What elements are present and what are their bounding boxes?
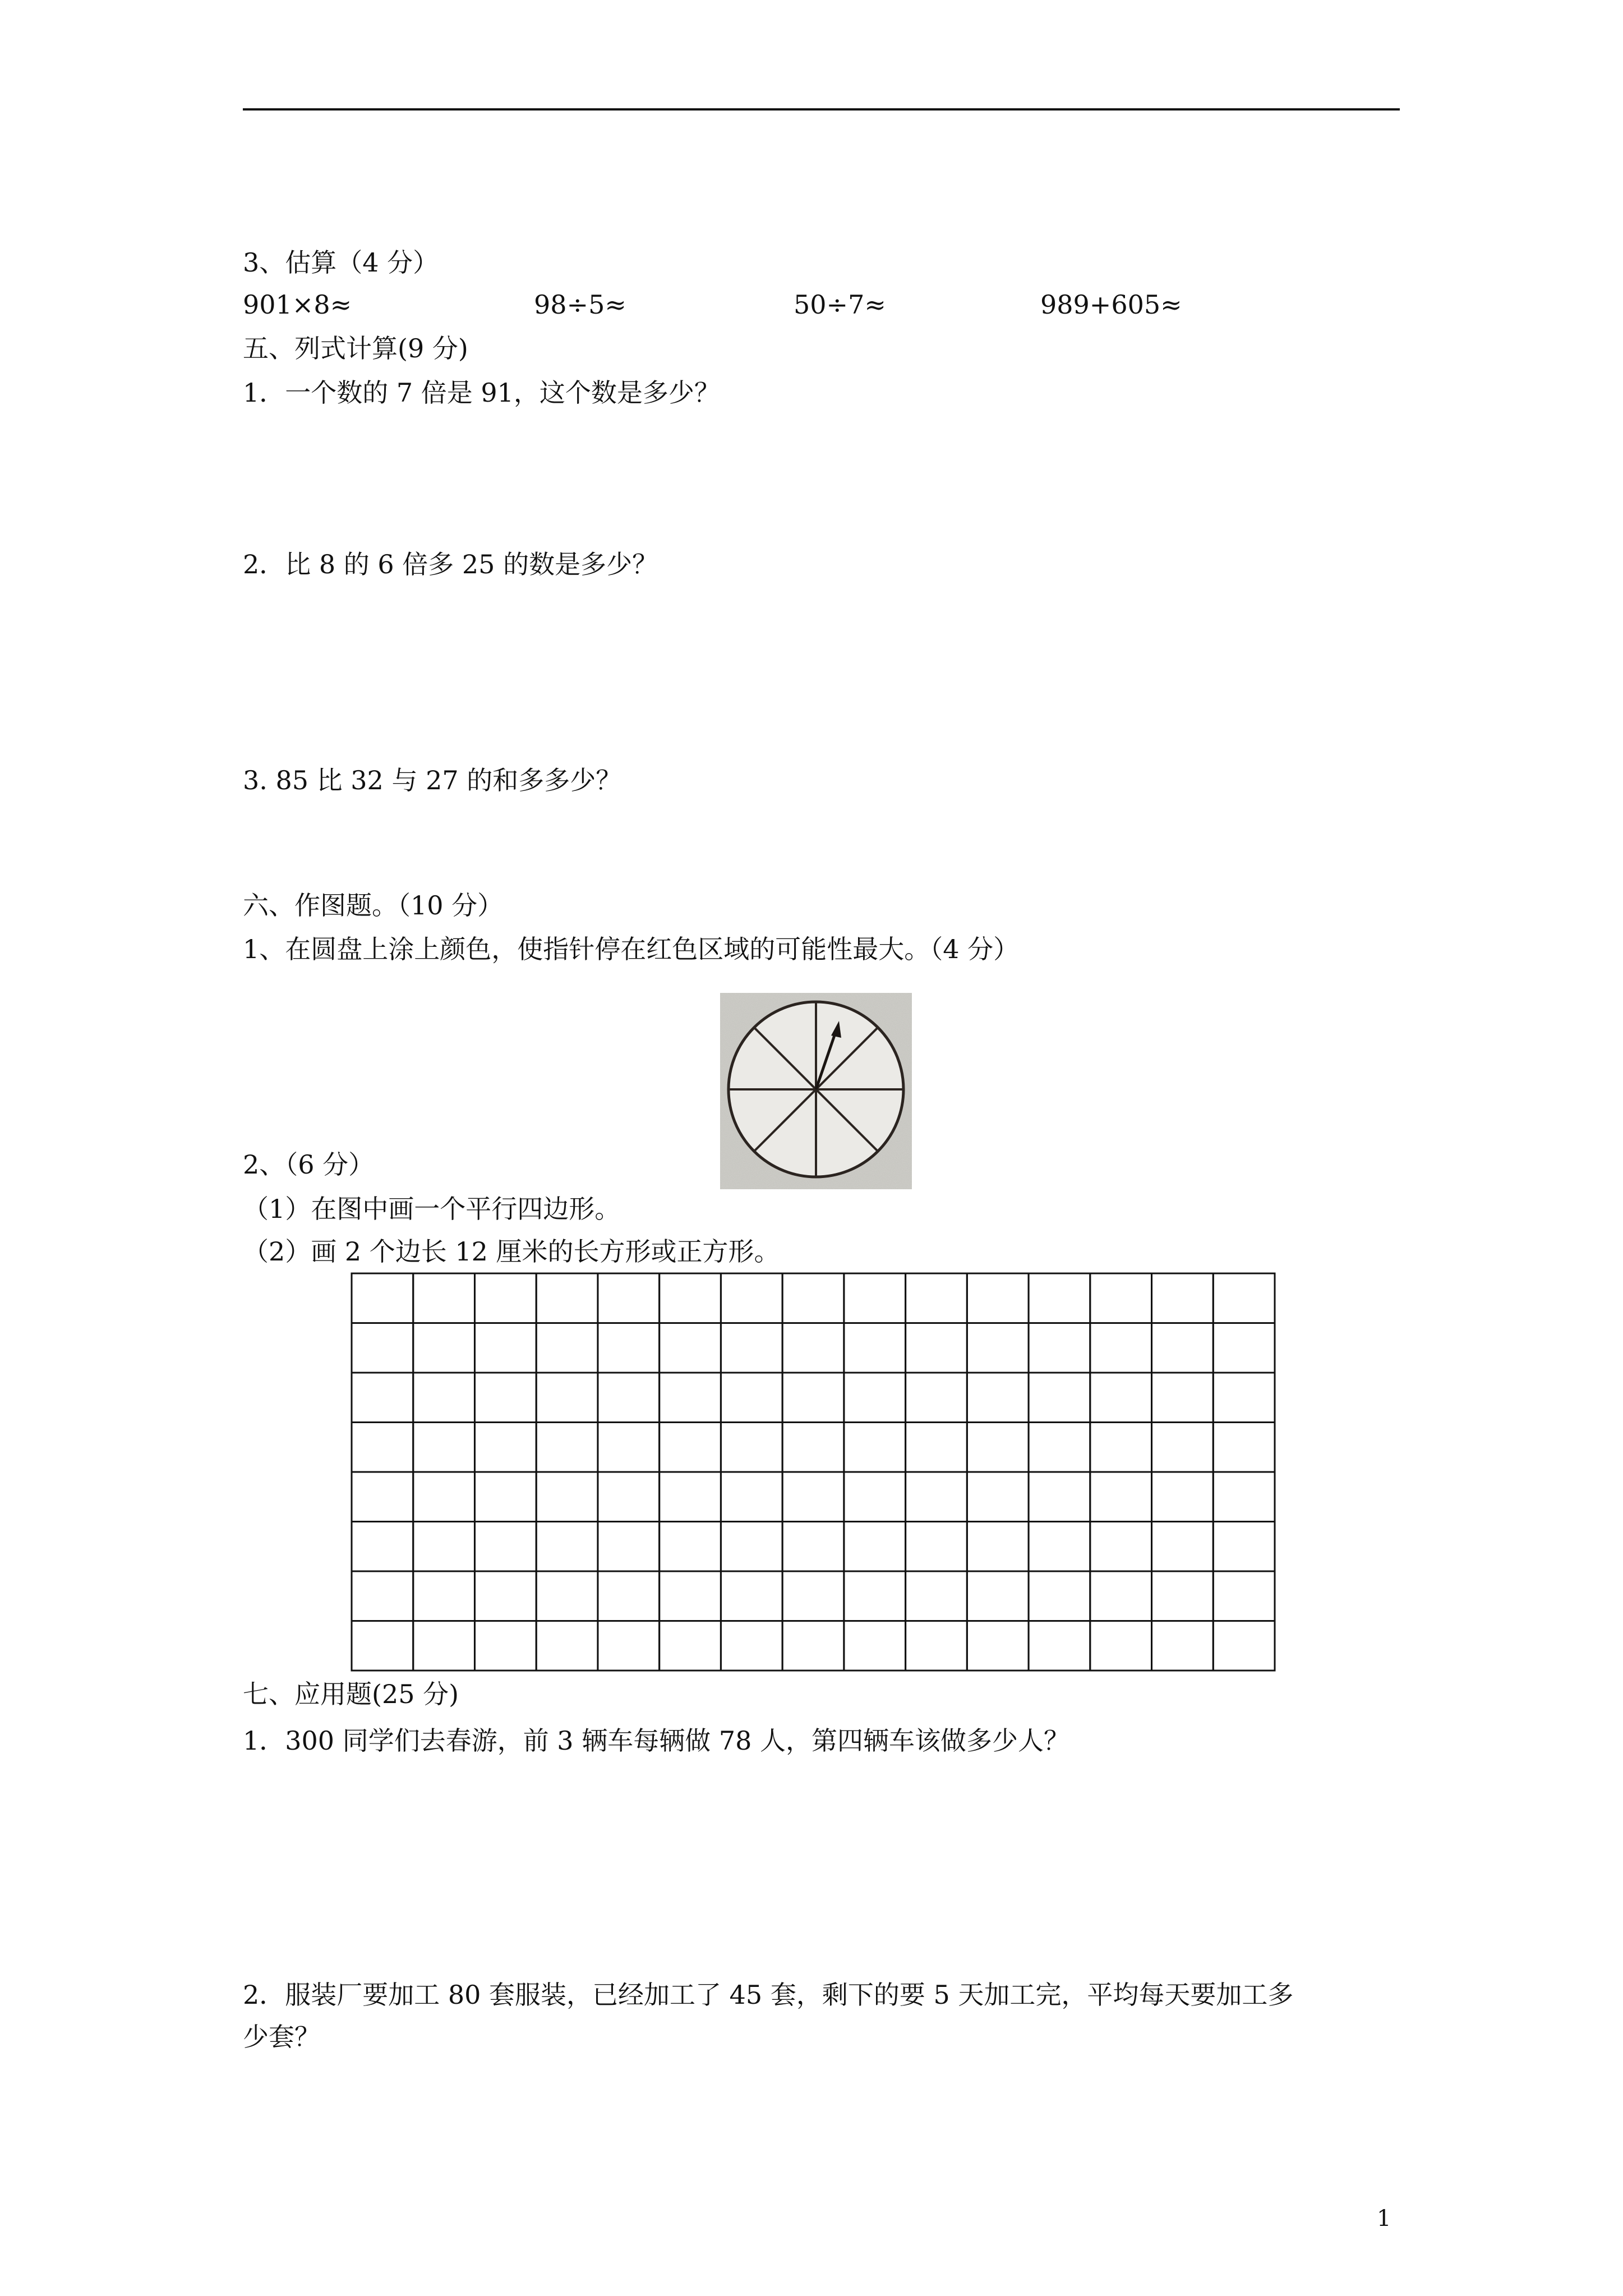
grid-cell[interactable] [782, 1522, 844, 1572]
grid-cell[interactable] [598, 1522, 660, 1572]
grid-cell[interactable] [352, 1571, 413, 1621]
grid-cell[interactable] [906, 1522, 967, 1572]
grid-cell[interactable] [413, 1273, 475, 1323]
grid-cell[interactable] [474, 1472, 536, 1522]
header-rule [243, 108, 1400, 111]
grid-cell[interactable] [536, 1621, 598, 1671]
grid-cell[interactable] [967, 1273, 1029, 1323]
grid-cell[interactable] [413, 1373, 475, 1423]
grid-cell[interactable] [413, 1423, 475, 1473]
section6-question-2-part-2: （2）画 2 个边长 12 厘米的长方形或正方形。 [243, 1236, 780, 1267]
estimation-item-4: 989+605≈ [1040, 289, 1182, 320]
grid-cell[interactable] [1029, 1571, 1090, 1621]
grid-cell[interactable] [967, 1522, 1029, 1572]
grid-cell[interactable] [474, 1323, 536, 1373]
grid-cell[interactable] [1090, 1472, 1152, 1522]
grid-cell[interactable] [474, 1373, 536, 1423]
grid-cell[interactable] [782, 1323, 844, 1373]
grid-cell[interactable] [536, 1273, 598, 1323]
grid-cell[interactable] [1029, 1373, 1090, 1423]
grid-cell[interactable] [1090, 1571, 1152, 1621]
section7-heading: 七、应用题(25 分) [243, 1679, 459, 1709]
grid-cell[interactable] [1090, 1323, 1152, 1373]
grid-cell[interactable] [1090, 1621, 1152, 1671]
section6-question-1: 1、在圆盘上涂上颜色，使指针停在红色区域的可能性最大。（4 分） [243, 934, 1020, 964]
grid-cell[interactable] [844, 1273, 906, 1323]
grid-cell[interactable] [967, 1373, 1029, 1423]
grid-cell[interactable] [906, 1423, 967, 1473]
section7-question-2-line-1: 2．服装厂要加工 80 套服装，已经加工了 45 套，剩下的要 5 天加工完，平均每天要加工多 [243, 1980, 1294, 2010]
section5-question-3: 3. 85 比 32 与 27 的和多多少？ [243, 765, 622, 795]
grid-cell[interactable] [967, 1472, 1029, 1522]
grid-cell[interactable] [660, 1273, 721, 1323]
grid-cell[interactable] [1152, 1323, 1214, 1373]
grid-cell[interactable] [1090, 1423, 1152, 1473]
grid-cell[interactable] [352, 1522, 413, 1572]
grid-cell[interactable] [1213, 1323, 1275, 1373]
grid-cell[interactable] [474, 1522, 536, 1572]
grid-cell[interactable] [474, 1273, 536, 1323]
grid-cell[interactable] [844, 1571, 906, 1621]
grid-cell[interactable] [598, 1472, 660, 1522]
grid-cell[interactable] [413, 1472, 475, 1522]
grid-cell[interactable] [536, 1472, 598, 1522]
grid-cell[interactable] [598, 1621, 660, 1671]
grid-cell[interactable] [660, 1423, 721, 1473]
section6-question-2-heading: 2、（6 分） [243, 1149, 375, 1180]
grid-cell[interactable] [474, 1423, 536, 1473]
grid-cell[interactable] [1090, 1373, 1152, 1423]
estimation-item-3: 50÷7≈ [794, 289, 886, 320]
grid-cell[interactable] [1029, 1323, 1090, 1373]
grid-cell[interactable] [352, 1273, 413, 1323]
grid-cell[interactable] [1029, 1472, 1090, 1522]
grid-cell[interactable] [844, 1472, 906, 1522]
grid-cell[interactable] [782, 1571, 844, 1621]
grid-cell[interactable] [352, 1472, 413, 1522]
grid-cell[interactable] [598, 1423, 660, 1473]
grid-cell[interactable] [782, 1472, 844, 1522]
grid-cell[interactable] [782, 1621, 844, 1671]
grid-cell[interactable] [782, 1273, 844, 1323]
grid-cell[interactable] [906, 1273, 967, 1323]
grid-cell[interactable] [844, 1423, 906, 1473]
estimation-heading: 3、估算（4 分） [243, 247, 439, 278]
grid-cell[interactable] [721, 1522, 782, 1572]
grid-cell[interactable] [844, 1373, 906, 1423]
grid-cell[interactable] [844, 1621, 906, 1671]
section7-question-2-line-2: 少套？ [243, 2022, 320, 2052]
grid-cell[interactable] [1152, 1522, 1214, 1572]
grid-cell[interactable] [721, 1571, 782, 1621]
grid-cell[interactable] [1213, 1273, 1275, 1323]
section5-question-2: 2．比 8 的 6 倍多 25 的数是多少？ [243, 549, 658, 579]
grid-cell[interactable] [660, 1522, 721, 1572]
grid-cell[interactable] [536, 1423, 598, 1473]
grid-cell[interactable] [967, 1621, 1029, 1671]
grid-cell[interactable] [660, 1323, 721, 1373]
grid-cell[interactable] [413, 1522, 475, 1572]
grid-cell[interactable] [967, 1571, 1029, 1621]
page-number: 1 [1377, 2206, 1391, 2231]
grid-cell[interactable] [598, 1273, 660, 1323]
grid-cell[interactable] [1152, 1472, 1214, 1522]
grid-cell[interactable] [660, 1373, 721, 1423]
grid-cell[interactable] [782, 1423, 844, 1473]
grid-cell[interactable] [598, 1323, 660, 1373]
grid-cell[interactable] [660, 1472, 721, 1522]
section5-question-1: 1．一个数的 7 倍是 91，这个数是多少？ [243, 378, 720, 408]
grid-cell[interactable] [1152, 1621, 1214, 1671]
grid-cell[interactable] [782, 1373, 844, 1423]
grid-cell[interactable] [844, 1323, 906, 1373]
section7-question-1: 1．300 同学们去春游，前 3 辆车每辆做 78 人，第四辆车该做多少人？ [243, 1726, 1069, 1756]
grid-cell[interactable] [352, 1373, 413, 1423]
grid-cell[interactable] [1213, 1423, 1275, 1473]
grid-cell[interactable] [598, 1571, 660, 1621]
grid-cell[interactable] [413, 1571, 475, 1621]
grid-cell[interactable] [721, 1472, 782, 1522]
grid-cell[interactable] [1090, 1273, 1152, 1323]
grid-cell[interactable] [844, 1522, 906, 1572]
grid-cell[interactable] [906, 1472, 967, 1522]
grid-cell[interactable] [660, 1621, 721, 1671]
grid-cell[interactable] [1213, 1472, 1275, 1522]
grid-cell[interactable] [352, 1423, 413, 1473]
grid-cell[interactable] [1152, 1273, 1214, 1323]
grid-cell[interactable] [1152, 1373, 1214, 1423]
grid-cell[interactable] [906, 1373, 967, 1423]
grid-cell[interactable] [1213, 1621, 1275, 1671]
grid-cell[interactable] [352, 1621, 413, 1671]
section5-heading: 五、列式计算(9 分) [243, 333, 468, 364]
grid-cell[interactable] [721, 1621, 782, 1671]
grid-cell[interactable] [1090, 1522, 1152, 1572]
grid-cell[interactable] [474, 1621, 536, 1671]
grid-cell[interactable] [1029, 1423, 1090, 1473]
estimation-item-2: 98÷5≈ [534, 289, 626, 320]
grid-cell[interactable] [906, 1323, 967, 1373]
grid-cell[interactable] [721, 1323, 782, 1373]
grid-cell[interactable] [721, 1423, 782, 1473]
grid-cell[interactable] [413, 1323, 475, 1373]
grid-cell[interactable] [1152, 1423, 1214, 1473]
grid-cell[interactable] [598, 1373, 660, 1423]
grid-cell[interactable] [536, 1571, 598, 1621]
grid-cell[interactable] [1029, 1522, 1090, 1572]
grid-cell[interactable] [967, 1323, 1029, 1373]
grid-cell[interactable] [660, 1571, 721, 1621]
grid-cell[interactable] [1213, 1571, 1275, 1621]
grid-cell[interactable] [1029, 1273, 1090, 1323]
spinner-figure [720, 993, 912, 1189]
estimation-item-1: 901×8≈ [243, 289, 352, 320]
grid-cell[interactable] [721, 1373, 782, 1423]
grid-cell[interactable] [1213, 1522, 1275, 1572]
grid-cell[interactable] [474, 1571, 536, 1621]
grid-cell[interactable] [536, 1522, 598, 1572]
grid-cell[interactable] [413, 1621, 475, 1671]
section6-heading: 六、作图题。（10 分） [243, 890, 504, 921]
grid-cell[interactable] [906, 1571, 967, 1621]
grid-cell[interactable] [536, 1323, 598, 1373]
drawing-grid[interactable] [351, 1272, 1276, 1672]
grid-cell[interactable] [906, 1621, 967, 1671]
grid-cell[interactable] [352, 1323, 413, 1373]
grid-cell[interactable] [1213, 1373, 1275, 1423]
grid-cell[interactable] [721, 1273, 782, 1323]
section6-question-2-part-1: （1）在图中画一个平行四边形。 [243, 1194, 621, 1224]
grid-cell[interactable] [1029, 1621, 1090, 1671]
grid-cell[interactable] [967, 1423, 1029, 1473]
grid-cell[interactable] [1152, 1571, 1214, 1621]
grid-cell[interactable] [536, 1373, 598, 1423]
